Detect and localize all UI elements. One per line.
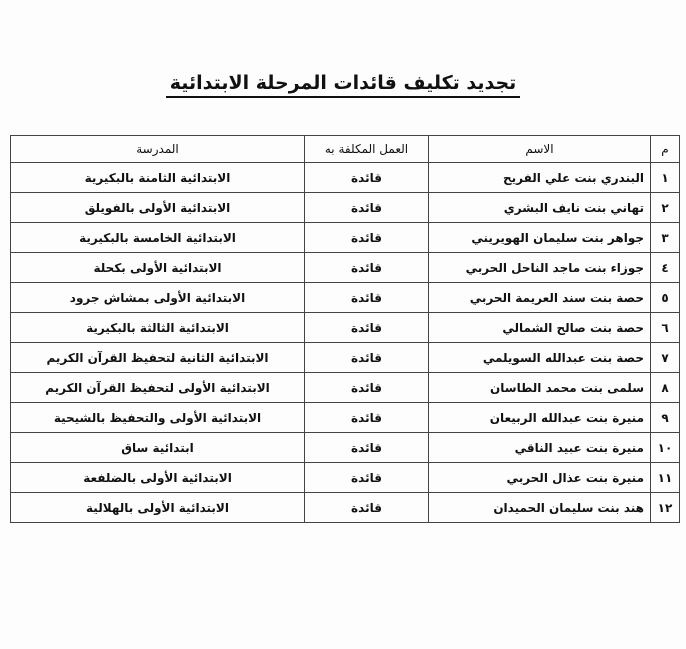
table-row bbox=[11, 193, 680, 223]
row-role: قائدة bbox=[305, 343, 429, 373]
header-school: المدرسة bbox=[11, 136, 305, 163]
table-row bbox=[11, 223, 680, 253]
row-role: قائدة bbox=[305, 493, 429, 523]
row-number: ١١ bbox=[651, 463, 680, 493]
row-number: ١ bbox=[651, 163, 680, 193]
row-school: الابتدائية الثالثة بالبكيرية bbox=[11, 313, 305, 343]
table-row bbox=[11, 433, 680, 463]
row-number: ٥ bbox=[651, 283, 680, 313]
row-number: ٨ bbox=[651, 373, 680, 403]
row-number: ٦ bbox=[651, 313, 680, 343]
table-row bbox=[11, 403, 680, 433]
row-role: قائدة bbox=[305, 223, 429, 253]
row-name: جوزاء بنت ماجد الناحل الحربي bbox=[429, 253, 651, 283]
row-name: منيرة بنت عذال الحربي bbox=[429, 463, 651, 493]
table-row bbox=[11, 343, 680, 373]
table-row bbox=[11, 253, 680, 283]
table-row bbox=[11, 463, 680, 493]
document-title bbox=[0, 72, 686, 94]
row-role: قائدة bbox=[305, 403, 429, 433]
row-school: الابتدائية الأولى بكحلة bbox=[11, 253, 305, 283]
header-role: العمل المكلفة به bbox=[305, 136, 429, 163]
header-number: م bbox=[651, 136, 680, 163]
row-number: ٧ bbox=[651, 343, 680, 373]
row-name: منيرة بنت عبدالله الربيعان bbox=[429, 403, 651, 433]
table-row bbox=[11, 373, 680, 403]
row-name: البندري بنت علي الفريح bbox=[429, 163, 651, 193]
row-name: حصة بنت صالح الشمالي bbox=[429, 313, 651, 343]
row-role: قائدة bbox=[305, 163, 429, 193]
row-name: سلمى بنت محمد الطاسان bbox=[429, 373, 651, 403]
table-row bbox=[11, 313, 680, 343]
row-school: الابتدائية الأولى لتحفيظ القرآن الكريم bbox=[11, 373, 305, 403]
row-role: قائدة bbox=[305, 313, 429, 343]
row-role: قائدة bbox=[305, 283, 429, 313]
row-school: الابتدائية الأولى بالفويلق bbox=[11, 193, 305, 223]
document-title-text: تجديد تكليف قائدات المرحلة الابتدائية bbox=[166, 72, 521, 98]
row-name: حصة بنت سند العريمة الحربي bbox=[429, 283, 651, 313]
row-role: قائدة bbox=[305, 463, 429, 493]
row-school: الابتدائية الخامسة بالبكيرية bbox=[11, 223, 305, 253]
row-number: ١٠ bbox=[651, 433, 680, 463]
row-number: ٣ bbox=[651, 223, 680, 253]
row-school: الابتدائية الأولى بالضلفعة bbox=[11, 463, 305, 493]
row-number: ٩ bbox=[651, 403, 680, 433]
row-role: قائدة bbox=[305, 253, 429, 283]
row-role: قائدة bbox=[305, 373, 429, 403]
row-school: الابتدائية الأولى بالهلالية bbox=[11, 493, 305, 523]
row-name: تهاني بنت نايف البشري bbox=[429, 193, 651, 223]
row-name: منيرة بنت عبيد الناقي bbox=[429, 433, 651, 463]
row-name: جواهر بنت سليمان الهويريني bbox=[429, 223, 651, 253]
row-school: ابتدائية ساق bbox=[11, 433, 305, 463]
row-number: ٤ bbox=[651, 253, 680, 283]
row-school: الابتدائية الثامنة بالبكيرية bbox=[11, 163, 305, 193]
row-number: ٢ bbox=[651, 193, 680, 223]
row-role: قائدة bbox=[305, 433, 429, 463]
leaders-table bbox=[10, 135, 680, 523]
row-number: ١٢ bbox=[651, 493, 680, 523]
row-school: الابتدائية الأولى والتحفيظ بالشيحية bbox=[11, 403, 305, 433]
row-name: حصة بنت عبدالله السويلمي bbox=[429, 343, 651, 373]
table-body bbox=[11, 163, 680, 523]
row-name: هند بنت سليمان الحميدان bbox=[429, 493, 651, 523]
table-header-row bbox=[11, 136, 680, 163]
table-row bbox=[11, 493, 680, 523]
row-school: الابتدائية الثانية لتحفيظ القرآن الكريم bbox=[11, 343, 305, 373]
table-row bbox=[11, 163, 680, 193]
row-role: قائدة bbox=[305, 193, 429, 223]
row-school: الابتدائية الأولى بمشاش جرود bbox=[11, 283, 305, 313]
table-row bbox=[11, 283, 680, 313]
header-name: الاسم bbox=[429, 136, 651, 163]
